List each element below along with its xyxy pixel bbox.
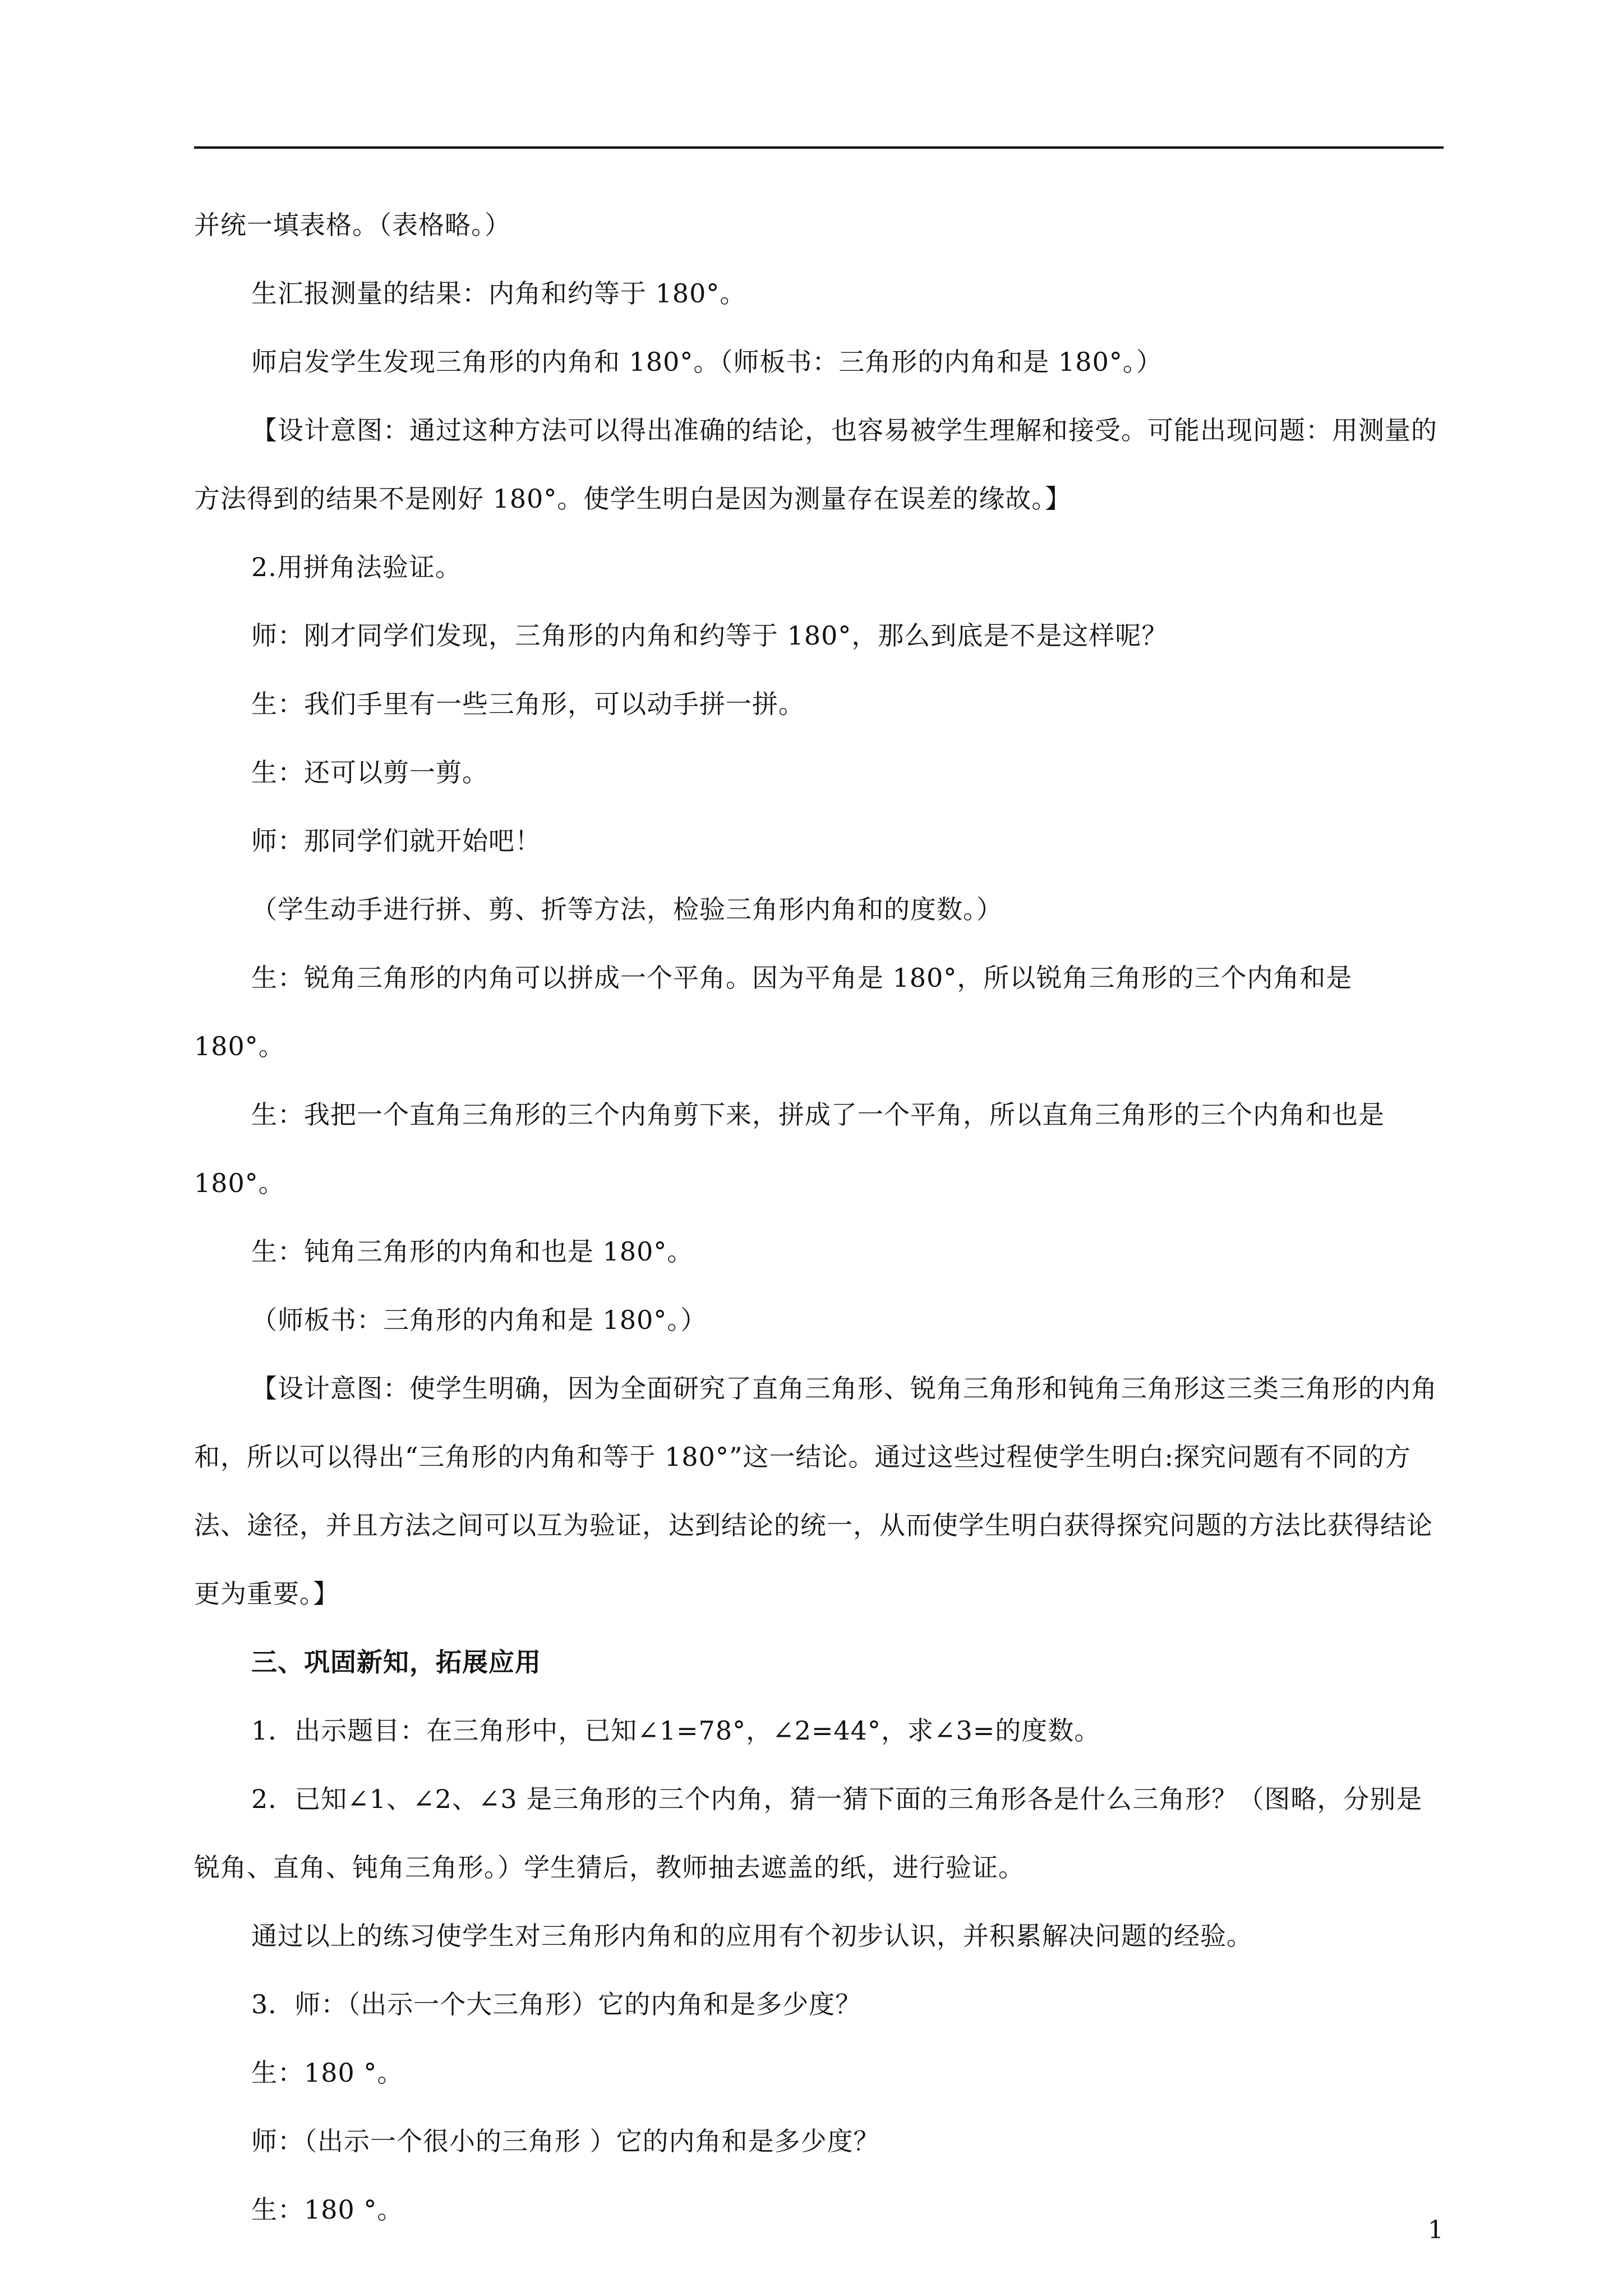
- dialogue-line: 师：刚才同学们发现，三角形的内角和约等于 180°，那么到底是不是这样呢？: [251, 620, 1168, 651]
- dialogue-line: 生：钝角三角形的内角和也是 180°。: [251, 1236, 694, 1267]
- document-body: [194, 191, 1444, 2244]
- stage-direction: （师板书：三角形的内角和是 180°。）: [251, 1305, 707, 1335]
- paragraph: 并统一填表格。（表格略。）: [194, 210, 511, 240]
- dialogue-line: 生：锐角三角形的内角可以拼成一个平角。因为平角是 180°，所以锐角三角形的三个内角和是 180°。: [194, 963, 1362, 1061]
- dialogue-line: 生：我们手里有一些三角形，可以动手拼一拼。: [251, 689, 805, 719]
- stage-direction: （学生动手进行拼、剪、折等方法，检验三角形内角和的度数。）: [251, 894, 1003, 924]
- header-rule: [194, 146, 1444, 149]
- page-number: 1: [1428, 2216, 1444, 2244]
- dialogue-line: 师：（出示一个很小的三角形 ）它的内角和是多少度？: [251, 2126, 880, 2156]
- dialogue-line: 生：还可以剪一剪。: [251, 757, 488, 788]
- design-intent-note: 【设计意图：通过这种方法可以得出准确的结论，也容易被学生理解和接受。可能出现问题：用测量的方法得到的结果不是刚好 180°。使学生明白是因为测量存在误差的缘故。】: [194, 415, 1437, 514]
- section-step: 2.用拼角法验证。: [251, 552, 462, 582]
- exercise-item: 2．已知∠1、∠2、∠3 是三角形的三个内角，猜一猜下面的三角形各是什么三角形？（图略，分别是锐角、直角、钝角三角形。）学生猜后，教师抽去遮盖的纸，进行验证。: [194, 1784, 1423, 1883]
- section-heading: 三、巩固新知，拓展应用: [251, 1647, 541, 1677]
- dialogue-line: 生：180 °。: [251, 2194, 404, 2225]
- paragraph: 生汇报测量的结果：内角和约等于 180°。: [251, 278, 746, 309]
- design-intent-note: 【设计意图：使学生明确，因为全面研究了直角三角形、锐角三角形和钝角三角形这三类三角形的内角和，所以可以得出“三角形的内角和等于 180°”这一结论。通过这些过程使学生明白:探究问题有不同的方法、途径，并且方法之间可以互为验证，达到结论的统一，从而使学生明白获得探究问题的方法比获得结论更为重要。】: [194, 1373, 1437, 1609]
- dialogue-line: 生：180 °。: [251, 2058, 404, 2088]
- exercise-item: 3．师：（出示一个大三角形）它的内角和是多少度？: [251, 1989, 862, 2019]
- exercise-item: 1．出示题目：在三角形中，已知∠1=78°，∠2=44°，求∠3=的度数。: [251, 1715, 1101, 1746]
- dialogue-line: 生：我把一个直角三角形的三个内角剪下来，拼成了一个平角，所以直角三角形的三个内角和也是 180°。: [194, 1099, 1394, 1198]
- paragraph: 师启发学生发现三角形的内角和 180°。（师板书：三角形的内角和是 180°。）: [251, 347, 1163, 377]
- dialogue-line: 师：那同学们就开始吧！: [251, 826, 541, 856]
- paragraph: 通过以上的练习使学生对三角形内角和的应用有个初步认识，并积累解决问题的经验。: [251, 1921, 1253, 1951]
